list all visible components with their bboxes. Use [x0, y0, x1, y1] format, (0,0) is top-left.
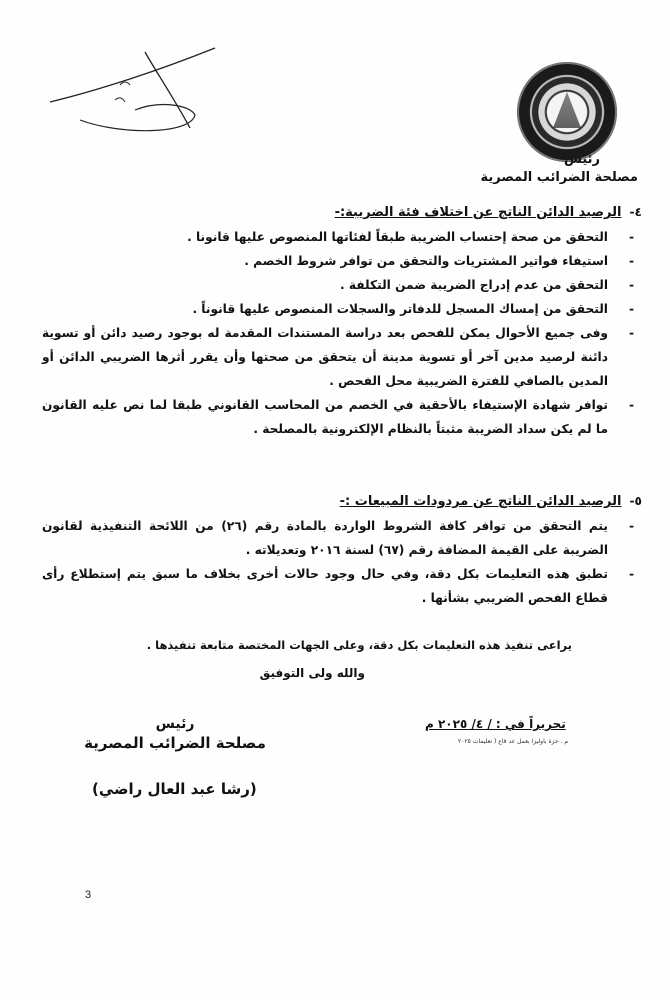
signatory-name: (رشا عبد العال راضي): [92, 780, 257, 798]
list-item: - التحقق من عدم إدراج الضريبة ضمن التكلفة .: [42, 273, 642, 297]
list-item: - التحقق من إمساك المسجل للدفاتر والسجلات المنصوص عليها قانوناً .: [42, 297, 642, 321]
section-4: [42, 200, 642, 441]
bullet-dash: -: [628, 278, 634, 292]
list-item: - استيفاء فواتير المشتريات والتحقق من توافر شروط الخصم .: [42, 249, 642, 273]
list-item: - وفى جميع الأحوال يمكن للفحص بعد دراسة المستندات المقدمة له بوجود رصيد دائن أو تسوية دائنة لرصيد مدين آخر أو تسوية مدينة أن يتحقق من صحتها وأن يقرر أثرها الضريبي الدائن أو المدين بالصافي للفترة الضريبية محل الفحص .: [42, 321, 642, 393]
date-reference: م . حزة باوليزا بعمل عد قاع ( تعليمات ٢٠٢٥: [458, 738, 569, 745]
issue-date: تحريراً في : / ٤/ ٢٠٢٥ م: [425, 717, 566, 731]
section-5: [42, 489, 642, 610]
list-item: - يتم التحقق من توافر كافة الشروط الواردة بالمادة رقم (٢٦) من اللائحة التنفيذية لقانون الضريبة على القيمة المضافة رقم (٦٧) لسنة ٢٠١٦ وتعديلاته .: [42, 514, 642, 562]
bullet-dash: -: [628, 398, 634, 412]
handwritten-signature-icon: [40, 40, 230, 135]
seal-emblem-icon: [553, 92, 581, 128]
list-item: - تطبق هذه التعليمات بكل دقة، وفي حال وجود حالات أخرى بخلاف ما سبق يتم إستطلاع رأى قطاع الفحص الضريبي بشأنها .: [42, 562, 642, 610]
closing-blessing: والله ولى التوفيق: [259, 666, 365, 680]
section-5-title: الرصيد الدائن الناتج عن مردودات المبيعات :-: [339, 494, 622, 509]
bullet-dash: -: [628, 302, 634, 316]
bullet-dash: -: [628, 230, 634, 244]
tax-authority-seal-icon: [517, 62, 617, 162]
bullet-dash: -: [628, 326, 634, 340]
bullet-dash: -: [628, 254, 634, 268]
header-organization: مصلحة الضرائب المصرية: [480, 170, 638, 185]
header-title: رئيس: [563, 152, 600, 167]
section-5-number: ٥-: [629, 494, 642, 508]
list-item: - توافر شهادة الإستيفاء بالأحقية في الخصم من المحاسب القانوني طبقا لما نص عليه القانون ما لم يكن سداد الضريبة مثبتاً بالنظام الإلكترونية بالمصلحة .: [42, 393, 642, 441]
signature-organization: مصلحة الضرائب المصرية: [84, 734, 266, 752]
bullet-dash: -: [628, 519, 634, 533]
closing-instruction: يراعى تنفيذ هذه التعليمات بكل دقة، وعلى الجهات المختصة متابعة تنفيذها .: [146, 638, 572, 652]
list-item: - التحقق من صحة إحتساب الضريبة طبقاً لفئاتها المنصوص عليها قانونا .: [42, 225, 642, 249]
page-number: 3: [85, 889, 92, 901]
signature-block: [70, 716, 280, 798]
section-5-heading: [42, 489, 642, 514]
section-4-number: ٤-: [629, 205, 642, 219]
section-4-title: الرصيد الدائن الناتج عن اختلاف فئة الضريبة:-: [334, 205, 622, 220]
signature-title: رئيس: [155, 716, 195, 732]
bullet-dash: -: [628, 567, 634, 581]
section-4-heading: [42, 200, 642, 225]
